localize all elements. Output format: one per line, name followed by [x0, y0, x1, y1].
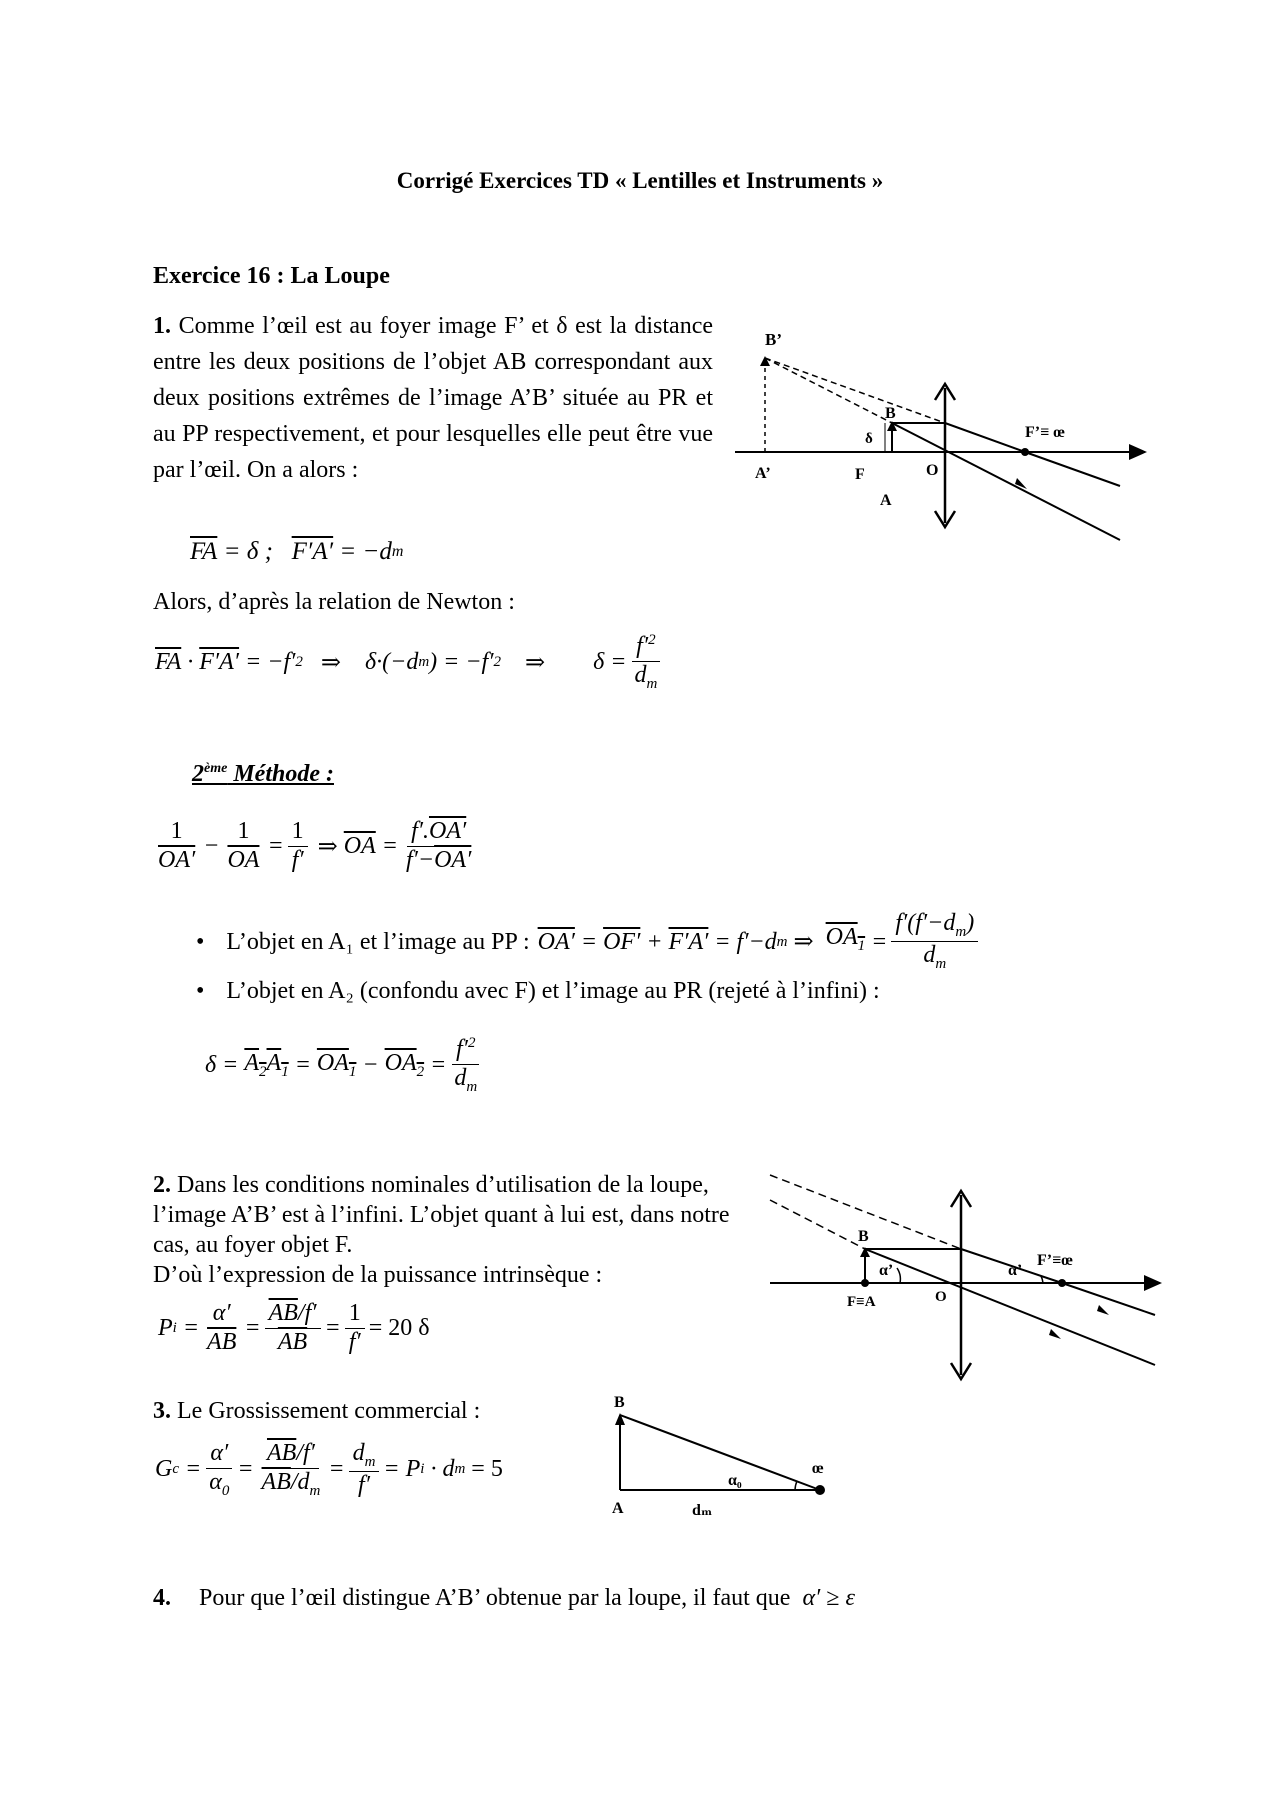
label-a: A: [880, 492, 892, 509]
label-eye: œ: [812, 1460, 824, 1477]
q3-number: 3.: [153, 1398, 171, 1424]
bullet-1-text: L’objet en A₁ et l’image au PP :: [226, 928, 530, 955]
q3-text: Le Grossissement commercial :: [177, 1398, 481, 1424]
label-f: F: [855, 466, 865, 483]
bullet-2: • L’objet en A₂ (confondu avec F) et l’image au PR (rejeté à l’infini) :: [196, 978, 880, 1004]
q1-paragraph: [153, 308, 713, 488]
q3-heading: [153, 1393, 480, 1429]
label-o: O: [935, 1289, 947, 1305]
label-b: B: [614, 1394, 625, 1411]
q4-text: Pour que l’œil distingue A’B’ obtenue par la loupe, il faut que: [199, 1585, 791, 1611]
equation-magnification: G c = $\frac{\alpha'}{\alpha_0}$ = $\frac{\overline{AB}/f'}{\overline{AB}/d_m}$ = $\frac{d_m}{f'}$ = P i · d m = 5: [155, 1440, 503, 1499]
bullet-2-text: L’objet en A₂ (confondu avec F) et l’image au PR (rejeté à l’infini) :: [226, 978, 880, 1004]
equation-delta: δ = $A_2A_1$ = $OA_1$ − $OA_2$ = $\frac{f'^2}{d_m}$: [205, 1035, 485, 1096]
label-dm: dₘ: [692, 1502, 713, 1519]
q2-paragraph: [153, 1170, 743, 1290]
label-f-prime-eye: F’≡ œ: [1025, 424, 1065, 441]
q1-number: 1.: [153, 313, 171, 339]
label-f-a: F≡A: [847, 1294, 876, 1310]
label-o: O: [926, 462, 939, 479]
q4-number: 4.: [153, 1585, 171, 1611]
equation-power: P i = $\frac{\alpha'}{AB}$ = $\frac{\overline{AB}/f'}{AB}$ = $\frac{1}{f'}$ = 20 δ: [158, 1300, 430, 1355]
lens-diagram-2: [765, 1165, 1165, 1385]
label-a: A: [612, 1500, 624, 1517]
q4-paragraph: 4. Pour que l’œil distingue A’B’ obtenue par la loupe, il faut que α′ ≥ ε: [153, 1585, 855, 1611]
q2-text: Dans les conditions nominales d’utilisation de la loupe, l’image A’B’ est à l’infini. L’objet quant à lui est, dans notre cas, au foyer objet F.: [153, 1172, 730, 1258]
bullet-1: • L’objet en A₁ et l’image au PP : OA′ = OF′ + F′A′ = f′−d m ⇒ $OA_1$ = $\frac{f'(f'-d_m)}{d_m}$: [196, 910, 982, 973]
q2-text-2: D’où l’expression de la puissance intrinsèque :: [153, 1262, 603, 1288]
equation-fa-delta: $\overline{FA}$ = δ ; F′A′ = − d m: [190, 538, 404, 565]
label-f-prime-eye: F’≡œ: [1037, 1252, 1073, 1269]
label-b-prime: B’: [765, 330, 782, 349]
label-alpha-1: α’: [879, 1262, 894, 1279]
page-title: Corrigé Exercices TD « Lentilles et Instruments »: [396, 168, 884, 193]
label-delta: δ: [865, 431, 873, 447]
equation-conjugation: $\frac{1}{OA'}$ − $\frac{1}{OA}$ = $\frac{1}{f'}$ ⇒ $\overline{OA}$ = $\frac{f'.OA'}{f'-OA'}$: [158, 818, 472, 873]
q1-text: Comme l’œil est au foyer image F’ et δ est la distance entre les deux positions de l’objet AB correspondant aux deux positions extrêmes de l’image A’B’ située au PR et au PP respectivement, et pour lesquelles elle peut être vue par l’œil. On a alors :: [153, 313, 713, 483]
label-alpha-2: α’: [1008, 1262, 1023, 1279]
q2-number: 2.: [153, 1172, 171, 1198]
power-result: = 20 δ: [368, 1314, 430, 1341]
lens-diagram-1: [725, 318, 1155, 558]
label-alpha0: α₀: [728, 1472, 742, 1489]
newton-intro: Alors, d’après la relation de Newton :: [153, 589, 515, 615]
triangle-diagram: [600, 1385, 850, 1525]
method-2-heading: 2ème Méthode :: [192, 761, 334, 787]
equation-newton: $\overline{FA}$ · F′A′ = − f′ 2 ⇒ δ·(−d m ) = −f′ 2 ⇒ δ = $\frac{f'^2}{d_m}$: [155, 632, 665, 693]
exercise-heading: Exercice 16 : La Loupe: [153, 263, 390, 289]
magnification-result: = 5: [471, 1456, 503, 1483]
label-b: B: [858, 1228, 869, 1245]
label-a-prime: A’: [755, 465, 771, 482]
label-b: B: [885, 405, 896, 422]
